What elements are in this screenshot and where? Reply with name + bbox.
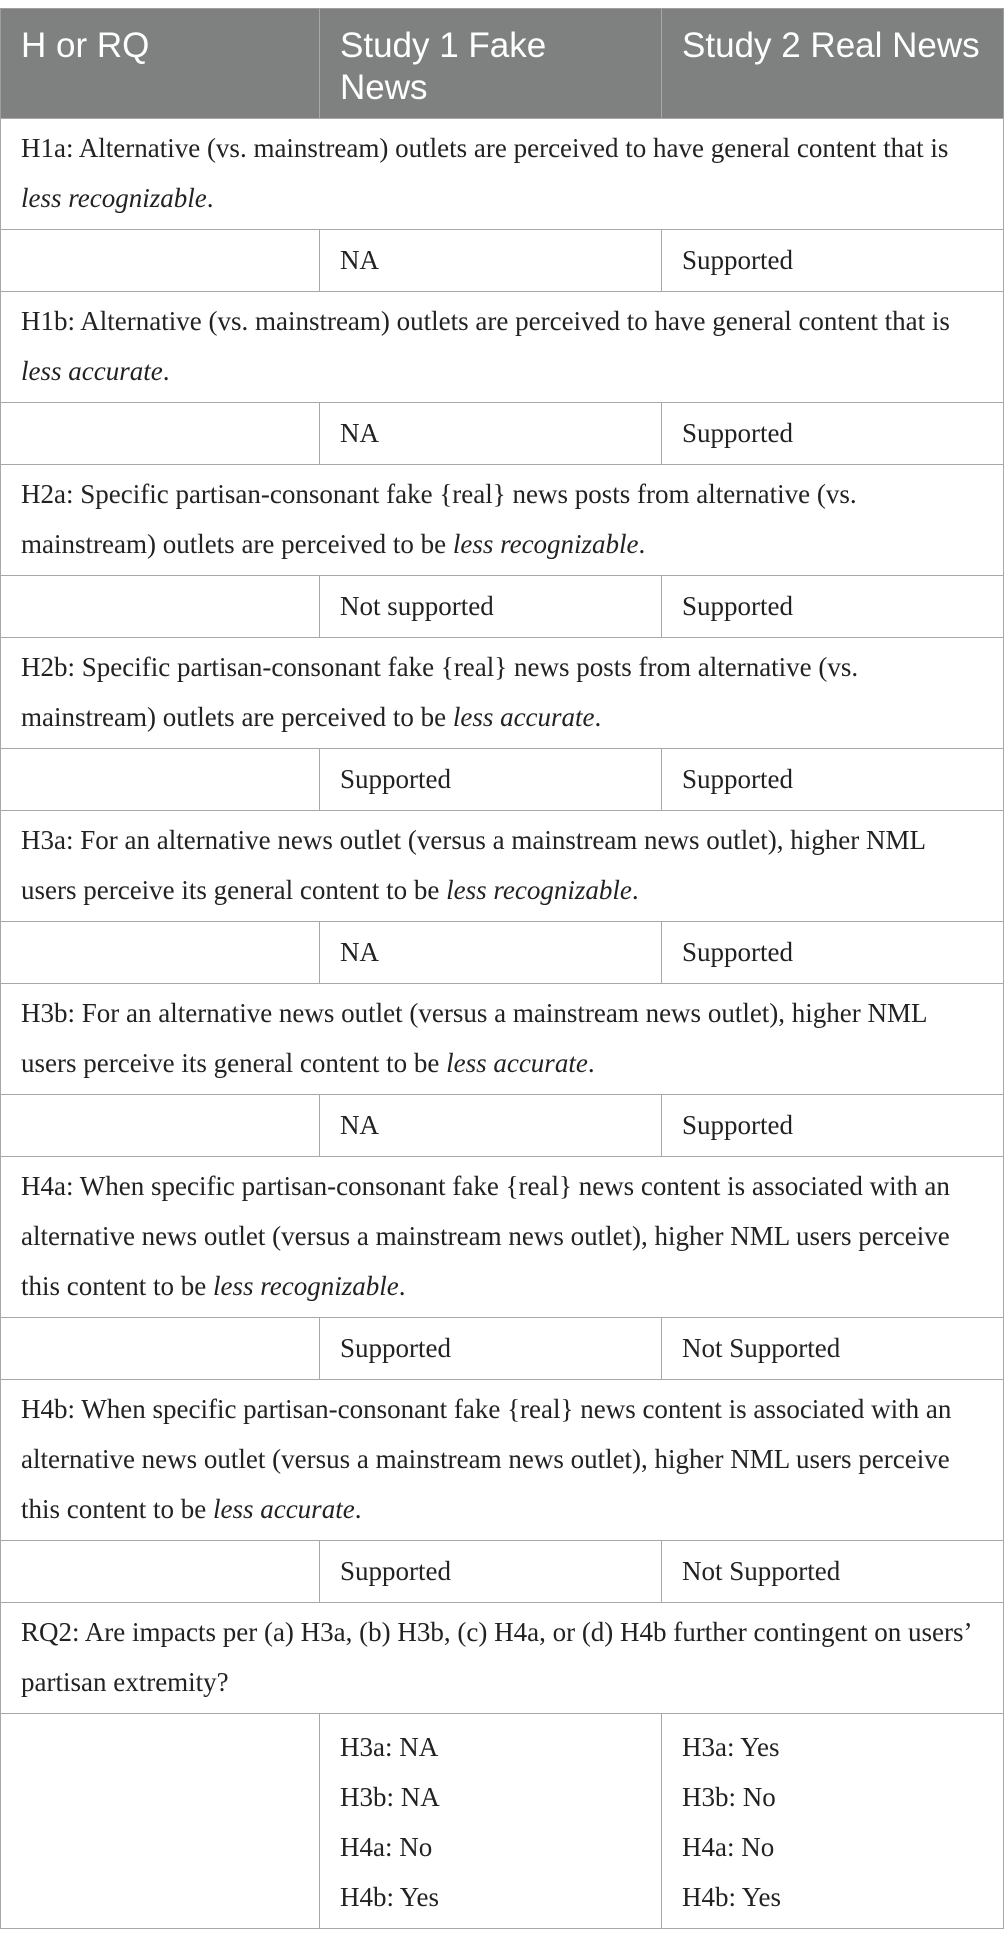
empty-cell bbox=[1, 1318, 320, 1380]
study1-result: NA bbox=[320, 403, 662, 465]
hypothesis-row bbox=[1, 465, 1004, 576]
study2-result: Supported bbox=[662, 749, 1004, 811]
hypothesis-text bbox=[1, 811, 1004, 922]
empty-cell bbox=[1, 1095, 320, 1157]
empty-cell bbox=[1, 230, 320, 292]
rq2-result-line: H3a: Yes bbox=[682, 1732, 780, 1762]
hypothesis-post: . bbox=[162, 356, 170, 386]
hypothesis-em: less accurate bbox=[212, 1494, 355, 1524]
table-body bbox=[1, 119, 1004, 1929]
hypothesis-post: . bbox=[638, 529, 646, 559]
result-row bbox=[1, 922, 1004, 984]
empty-cell bbox=[1, 1541, 320, 1603]
study2-result: Not Supported bbox=[662, 1541, 1004, 1603]
study1-result: NA bbox=[320, 922, 662, 984]
hypothesis-text bbox=[1, 465, 1004, 576]
hypothesis-post: . bbox=[398, 1271, 406, 1301]
hypothesis-text bbox=[1, 292, 1004, 403]
hypothesis-em: less accurate bbox=[452, 702, 595, 732]
rq2-result-row bbox=[1, 1714, 1004, 1929]
hypothesis-em: less recognizable bbox=[21, 183, 207, 213]
result-row bbox=[1, 576, 1004, 638]
hypothesis-row bbox=[1, 638, 1004, 749]
hypothesis-em: less recognizable bbox=[212, 1271, 399, 1301]
rq2-study1-results bbox=[320, 1714, 662, 1929]
result-row bbox=[1, 1541, 1004, 1603]
rq2-text: RQ2: Are impacts per (a) H3a, (b) H3b, (c) H4a, or (d) H4b further contingent on users’ partisan extremity? bbox=[1, 1603, 1004, 1714]
rq2-study2-results bbox=[662, 1714, 1004, 1929]
study1-result: Supported bbox=[320, 749, 662, 811]
hypothesis-em: less accurate bbox=[446, 1048, 588, 1078]
result-row bbox=[1, 1095, 1004, 1157]
result-row bbox=[1, 749, 1004, 811]
hypotheses-results-table bbox=[0, 8, 1004, 1929]
study2-result: Supported bbox=[662, 1095, 1004, 1157]
study2-result: Supported bbox=[662, 403, 1004, 465]
hypothesis-pre: H2a: Specific partisan-consonant fake {real} news posts from alternative (vs. mainstream) outlets are perceived to be bbox=[21, 479, 857, 559]
hypothesis-pre: H1b: Alternative (vs. mainstream) outlets are perceived to have general content that is bbox=[21, 306, 950, 336]
empty-cell bbox=[1, 1714, 320, 1929]
hypothesis-text bbox=[1, 119, 1004, 230]
study1-result: NA bbox=[320, 230, 662, 292]
rq2-row bbox=[1, 1603, 1004, 1714]
rq2-result-line: H3b: No bbox=[682, 1782, 776, 1812]
hypothesis-text bbox=[1, 1380, 1004, 1541]
hypothesis-row bbox=[1, 984, 1004, 1095]
rq2-result-line: H3b: NA bbox=[340, 1782, 440, 1812]
result-row bbox=[1, 403, 1004, 465]
empty-cell bbox=[1, 749, 320, 811]
hypothesis-em: less accurate bbox=[21, 356, 163, 386]
header-row bbox=[1, 9, 1004, 119]
hypothesis-post: . bbox=[631, 875, 639, 905]
hypothesis-pre: H1a: Alternative (vs. mainstream) outlets are perceived to have general content that is bbox=[21, 133, 949, 163]
hypothesis-pre: H3b: For an alternative news outlet (versus a mainstream news outlet), higher NML users perceive its general content to be bbox=[21, 998, 927, 1078]
hypothesis-pre: H4a: When specific partisan-consonant fake {real} news content is associated with an alternative news outlet (versus a mainstream news outlet), higher NML users perceive this content to be bbox=[21, 1171, 950, 1301]
rq2-result-line: H4b: Yes bbox=[340, 1882, 440, 1912]
hypothesis-em: less recognizable bbox=[446, 875, 632, 905]
study2-result: Supported bbox=[662, 576, 1004, 638]
empty-cell bbox=[1, 576, 320, 638]
hypothesis-post: . bbox=[587, 1048, 595, 1078]
rq2-result-line: H4a: No bbox=[340, 1832, 433, 1862]
hypothesis-pre: H3a: For an alternative news outlet (versus a mainstream news outlet), higher NML users perceive its general content to be bbox=[21, 825, 925, 905]
header-study-2: Study 2 Real News bbox=[662, 9, 1004, 119]
hypothesis-post: . bbox=[594, 702, 602, 732]
hypothesis-em: less recognizable bbox=[452, 529, 639, 559]
study1-result: NA bbox=[320, 1095, 662, 1157]
hypothesis-post: . bbox=[206, 183, 214, 213]
result-row bbox=[1, 230, 1004, 292]
hypothesis-text bbox=[1, 1157, 1004, 1318]
study1-result: Supported bbox=[320, 1541, 662, 1603]
study2-result: Supported bbox=[662, 922, 1004, 984]
study1-result: Not supported bbox=[320, 576, 662, 638]
empty-cell bbox=[1, 922, 320, 984]
study2-result: Supported bbox=[662, 230, 1004, 292]
hypothesis-text bbox=[1, 638, 1004, 749]
rq2-result-line: H4a: No bbox=[682, 1832, 775, 1862]
study1-result: Supported bbox=[320, 1318, 662, 1380]
hypothesis-text bbox=[1, 984, 1004, 1095]
header-study-1: Study 1 Fake News bbox=[320, 9, 662, 119]
hypothesis-row bbox=[1, 811, 1004, 922]
hypothesis-pre: H4b: When specific partisan-consonant fake {real} news content is associated with an alternative news outlet (versus a mainstream news outlet), higher NML users perceive this content to be bbox=[21, 1394, 952, 1524]
study2-result: Not Supported bbox=[662, 1318, 1004, 1380]
header-h-or-rq: H or RQ bbox=[1, 9, 320, 119]
hypothesis-row bbox=[1, 1380, 1004, 1541]
hypothesis-row bbox=[1, 292, 1004, 403]
hypothesis-post: . bbox=[354, 1494, 362, 1524]
table-header bbox=[1, 9, 1004, 119]
hypothesis-row bbox=[1, 119, 1004, 230]
result-row bbox=[1, 1318, 1004, 1380]
rq2-result-line: H3a: NA bbox=[340, 1732, 439, 1762]
hypothesis-pre: H2b: Specific partisan-consonant fake {real} news posts from alternative (vs. mainstream) outlets are perceived to be bbox=[21, 652, 859, 732]
empty-cell bbox=[1, 403, 320, 465]
hypothesis-row bbox=[1, 1157, 1004, 1318]
rq2-result-line: H4b: Yes bbox=[682, 1882, 782, 1912]
